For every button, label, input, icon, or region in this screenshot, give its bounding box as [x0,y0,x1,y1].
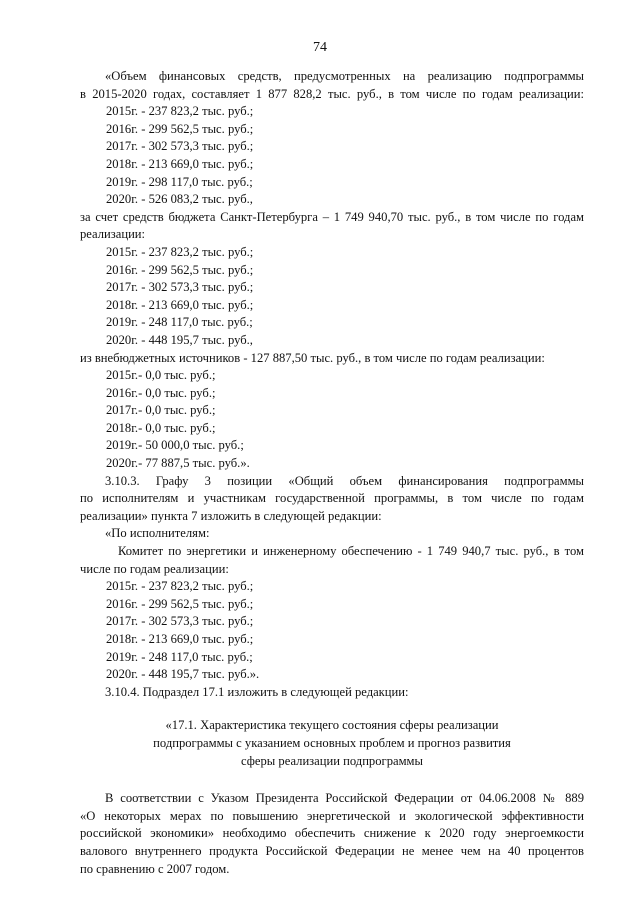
paragraph-line: реализации» пункта 7 изложить в следующей редакции: [80,508,382,523]
document-body [80,68,584,878]
budget-funding-block [80,209,584,350]
year-line: 2017г. - 302 573,3 тыс. руб.; [106,280,254,295]
year-line: 2020г.- 77 887,5 тыс. руб.». [106,456,250,471]
year-line: 2016г.- 0,0 тыс. руб.; [106,385,216,400]
final-paragraph [80,790,584,878]
year-line: 2016г. - 299 562,5 тыс. руб.; [106,262,254,277]
heading-line: сферы реализации подпрограммы [241,753,423,768]
year-line: 2019г. - 298 117,0 тыс. руб.; [106,174,253,189]
year-line: 2017г. - 302 573,3 тыс. руб.; [106,139,254,154]
section-heading [80,701,584,790]
year-line: 2017г.- 0,0 тыс. руб.; [106,403,216,418]
year-line: 2016г. - 299 562,5 тыс. руб.; [106,121,254,136]
year-line: 2018г.- 0,0 тыс. руб.; [106,420,216,435]
paragraph-line: из внебюджетных источников - 127 887,50 тыс. руб., в том числе по годам реализации: [80,350,545,365]
year-line: 2017г. - 302 573,3 тыс. руб.; [106,614,254,629]
paragraph-line: 3.10.3. Графу 3 позиции «Общий объем финансирования подпрограммы [105,473,584,488]
heading-line: подпрограммы с указанием основных проблем и прогноз развития [153,735,511,750]
year-line: 2015г. - 237 823,2 тыс. руб.; [106,104,254,119]
year-line: 2019г. - 248 117,0 тыс. руб.; [106,649,253,664]
year-line: 2018г. - 213 669,0 тыс. руб.; [106,156,254,171]
extrabudgetary-funding-block [80,350,584,473]
paragraph-line: по исполнителям и участникам государственной программы, в том числе по годам [80,491,584,506]
paragraph-line: за счет средств бюджета Санкт-Петербурга – 1 749 940,70 тыс. руб., в том числе по годам [80,209,584,224]
paragraph-line: реализации: [80,227,146,242]
year-line: 2020г. - 526 083,2 тыс. руб., [106,192,253,207]
year-line: 2018г. - 213 669,0 тыс. руб.; [106,632,254,646]
item-3-10-3 [80,473,584,684]
paragraph-line: числе по годам реализации: [80,561,229,576]
paragraph-line: В соответствии с Указом Президента Российской Федерации от 04.06.2008 № 889 [105,791,584,806]
funding-total-block [80,68,584,209]
paragraph-line: российской экономики» необходимо обеспечить снижение к 2020 году энергоемкости [80,826,584,841]
paragraph-line: Комитет по энергетики и инженерному обеспечению - 1 749 940,7 тыс. руб., в том [118,544,584,559]
item-3-10-4: 3.10.4. Подраздел 17.1 изложить в следующей редакции: [105,684,409,699]
heading-line: «17.1. Характеристика текущего состояния сферы реализации [165,718,499,733]
paragraph-line: «О некоторых мерах по повышению энергетической и экологической эффективности [80,808,584,823]
year-line: 2015г.- 0,0 тыс. руб.; [106,368,216,383]
year-line: 2015г. - 237 823,2 тыс. руб.; [106,244,254,259]
year-line: 2018г. - 213 669,0 тыс. руб.; [106,297,254,312]
paragraph-line: в 2015-2020 годах, составляет 1 877 828,2 тыс. руб., в том числе по годам реализации: [80,86,584,101]
paragraph-line: по сравнению с 2007 годом. [80,861,230,876]
paragraph-line: валового внутреннего продукта Российской Федерации не менее чем на 40 процентов [80,843,584,858]
year-line: 2015г. - 237 823,2 тыс. руб.; [106,579,254,594]
year-line: 2019г.- 50 000,0 тыс. руб.; [106,438,244,453]
year-line: 2020г. - 448 195,7 тыс. руб., [106,332,253,347]
year-line: 2020г. - 448 195,7 тыс. руб.». [106,667,260,682]
year-line: 2016г. - 299 562,5 тыс. руб.; [106,596,254,611]
page-number: 74 [313,40,327,55]
paragraph-line: «Объем финансовых средств, предусмотренных на реализацию подпрограммы [105,69,584,83]
paragraph-line: «По исполнителям: [105,526,210,541]
year-line: 2019г. - 248 117,0 тыс. руб.; [106,315,253,330]
